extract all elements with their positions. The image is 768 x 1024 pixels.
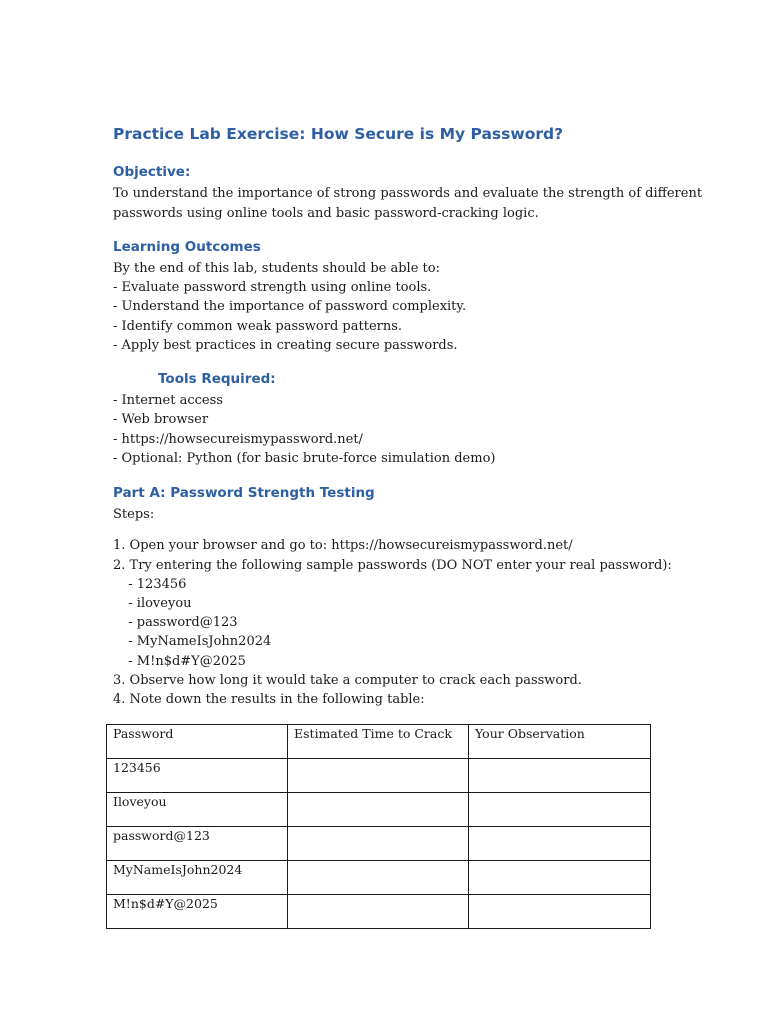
- objective-heading: Objective:: [113, 164, 191, 180]
- tools-required-line: - Optional: Python (for basic brute-force simulation demo): [113, 451, 496, 466]
- observation-cell[interactable]: [469, 759, 651, 793]
- observation-cell[interactable]: [469, 827, 651, 861]
- sample-password: - password@123: [120, 615, 238, 630]
- tools-required-line: - Web browser: [113, 412, 209, 427]
- crack-time-cell[interactable]: [288, 793, 469, 827]
- crack-time-cell[interactable]: [288, 827, 469, 861]
- table-header-cell: Password: [107, 725, 288, 759]
- sample-password: - 123456: [120, 577, 187, 592]
- observation-cell[interactable]: [469, 861, 651, 895]
- steps-label: Steps:: [113, 507, 155, 522]
- table-row: [107, 827, 651, 861]
- learning-outcomes-line: - Evaluate password strength using online tools.: [113, 280, 432, 295]
- sample-password: - iloveyou: [120, 596, 192, 611]
- table-row: [107, 895, 651, 929]
- tools-required-line: - Internet access: [113, 393, 223, 408]
- table-header-cell: Your Observation: [469, 725, 651, 759]
- password-cell: MyNameIsJohn2024: [107, 861, 288, 895]
- learning-outcomes-line: - Identify common weak password patterns.: [113, 319, 403, 334]
- results-table: [106, 724, 651, 929]
- learning-outcomes-heading: Learning Outcomes: [113, 239, 261, 255]
- sample-password: - MyNameIsJohn2024: [120, 634, 272, 649]
- tools-required-line: - https://howsecureismypassword.net/: [113, 432, 363, 447]
- learning-outcomes-line: - Apply best practices in creating secure passwords.: [113, 338, 458, 353]
- password-cell: password@123: [107, 827, 288, 861]
- sample-password: - M!n$d#Y@2025: [120, 654, 246, 669]
- observation-cell[interactable]: [469, 793, 651, 827]
- table-row: [107, 759, 651, 793]
- document-title: Practice Lab Exercise: How Secure is My Password?: [113, 125, 564, 143]
- password-cell: Iloveyou: [107, 793, 288, 827]
- part-a-step: 4. Note down the results in the following table:: [113, 692, 425, 707]
- part-a-heading: Part A: Password Strength Testing: [113, 485, 375, 501]
- learning-outcomes-line: - Understand the importance of password complexity.: [113, 299, 467, 314]
- password-cell: M!n$d#Y@2025: [107, 895, 288, 929]
- learning-outcomes-line: By the end of this lab, students should be able to:: [113, 261, 440, 276]
- part-a-step: 2. Try entering the following sample passwords (DO NOT enter your real password):: [113, 558, 672, 573]
- crack-time-cell[interactable]: [288, 895, 469, 929]
- objective-line: passwords using online tools and basic password-cracking logic.: [113, 206, 539, 221]
- password-cell: 123456: [107, 759, 288, 793]
- table-row: [107, 861, 651, 895]
- crack-time-cell[interactable]: [288, 861, 469, 895]
- table-header-row: [107, 725, 651, 759]
- objective-line: To understand the importance of strong passwords and evaluate the strength of different: [113, 186, 703, 201]
- observation-cell[interactable]: [469, 895, 651, 929]
- part-a-step: 3. Observe how long it would take a computer to crack each password.: [113, 673, 582, 688]
- crack-time-cell[interactable]: [288, 759, 469, 793]
- table-row: [107, 793, 651, 827]
- tools-required-heading: Tools Required:: [158, 371, 276, 387]
- table-header-cell: Estimated Time to Crack: [288, 725, 469, 759]
- part-a-step: 1. Open your browser and go to: https://howsecureismypassword.net/: [113, 538, 573, 553]
